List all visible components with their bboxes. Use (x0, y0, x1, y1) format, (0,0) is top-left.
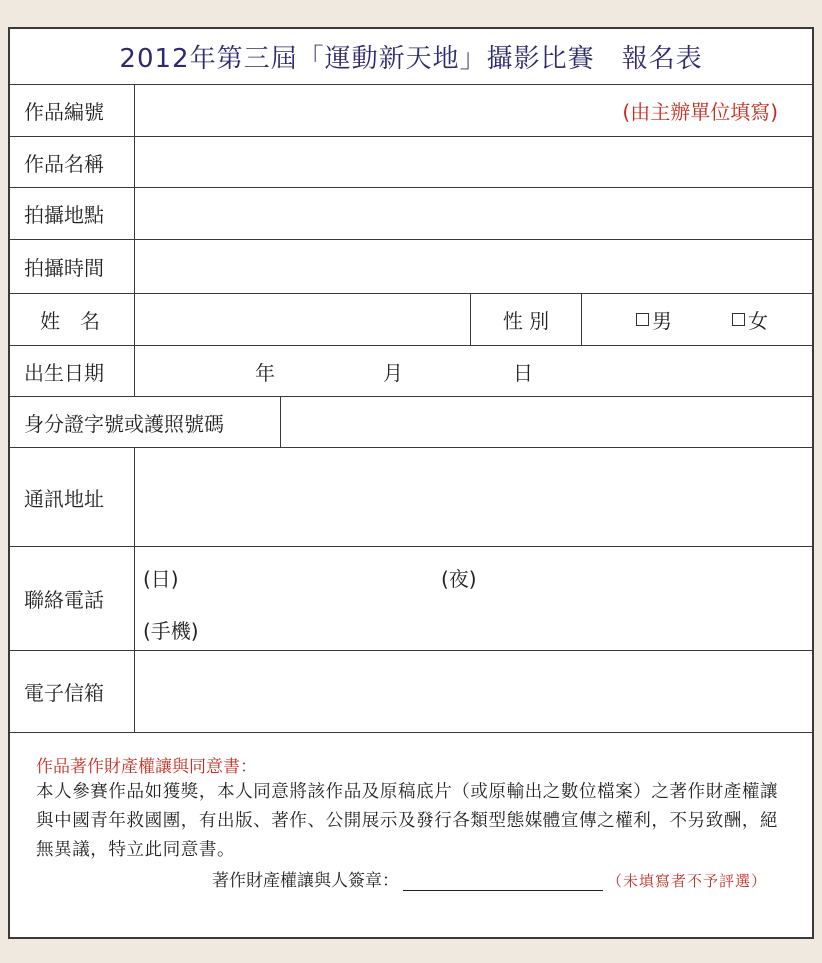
id-no-field[interactable] (280, 397, 812, 447)
phone-day-label: (日) (143, 567, 179, 591)
time-field[interactable] (134, 240, 812, 293)
female-label: 女 (748, 309, 768, 333)
signature-row (212, 866, 767, 891)
male-label: 男 (652, 309, 672, 333)
location-label: 拍攝地點 (24, 203, 104, 227)
row-name (10, 294, 812, 346)
id-no-label: 身分證字號或護照號碼 (24, 411, 224, 436)
row-work-no (10, 85, 812, 137)
email-label: 電子信箱 (24, 681, 104, 705)
work-name-field[interactable] (134, 137, 812, 187)
gender-female-option[interactable] (732, 305, 768, 334)
row-time (10, 240, 812, 294)
signature-label: 著作財產權讓與人簽章： (212, 871, 399, 891)
row-location (10, 188, 812, 240)
row-work-name (10, 137, 812, 188)
gender-label: 性 別 (470, 294, 581, 345)
work-no-label: 作品編號 (24, 100, 104, 124)
phone-night-label: (夜) (441, 567, 477, 591)
location-field[interactable] (134, 188, 812, 239)
birth-month-label: 月 (383, 360, 403, 385)
address-field[interactable] (134, 448, 812, 546)
female-checkbox[interactable] (732, 313, 745, 326)
email-field[interactable] (134, 651, 812, 732)
work-name-label: 作品名稱 (24, 151, 104, 176)
work-no-note: (由主辦單位填寫) (622, 100, 778, 124)
birth-label: 出生日期 (24, 360, 104, 385)
birth-day-label: 日 (513, 360, 533, 385)
gender-options (581, 294, 812, 345)
birth-year-label: 年 (255, 360, 275, 385)
phone-label: 聯絡電話 (24, 588, 104, 612)
form-title: 2012年第三屆「運動新天地」攝影比賽 報名表 (119, 44, 703, 74)
signature-line[interactable] (403, 870, 603, 891)
row-birth (10, 346, 812, 397)
work-no-field[interactable] (134, 85, 812, 136)
consent-body: 本人參賽作品如獲獎，本人同意將該作品及原稿底片（或原輸出之數位檔案）之著作財產權讓與中國青年救國團，有出版、著作、公開展示及發行各類型態媒體宣傳之權利，不另致酬，絕無異議，特立此同意書。 (36, 782, 779, 860)
time-label: 拍攝時間 (24, 256, 104, 280)
name-label: 姓 名 (40, 309, 100, 333)
gender-male-option[interactable] (636, 305, 672, 334)
registration-form (8, 27, 814, 939)
name-field[interactable] (134, 294, 470, 345)
row-address (10, 448, 812, 547)
consent-heading: 作品著作財產權讓與同意書： (36, 757, 257, 777)
signature-note: （未填寫者不予評選） (607, 872, 768, 890)
phone-field[interactable] (134, 547, 812, 650)
address-label: 通訊地址 (24, 486, 104, 511)
male-checkbox[interactable] (636, 313, 649, 326)
birth-field[interactable] (134, 346, 812, 396)
row-email (10, 651, 812, 733)
phone-mobile-label: (手機) (143, 619, 199, 643)
row-id-no (10, 397, 812, 448)
form-header (10, 29, 812, 85)
row-phone (10, 547, 812, 651)
